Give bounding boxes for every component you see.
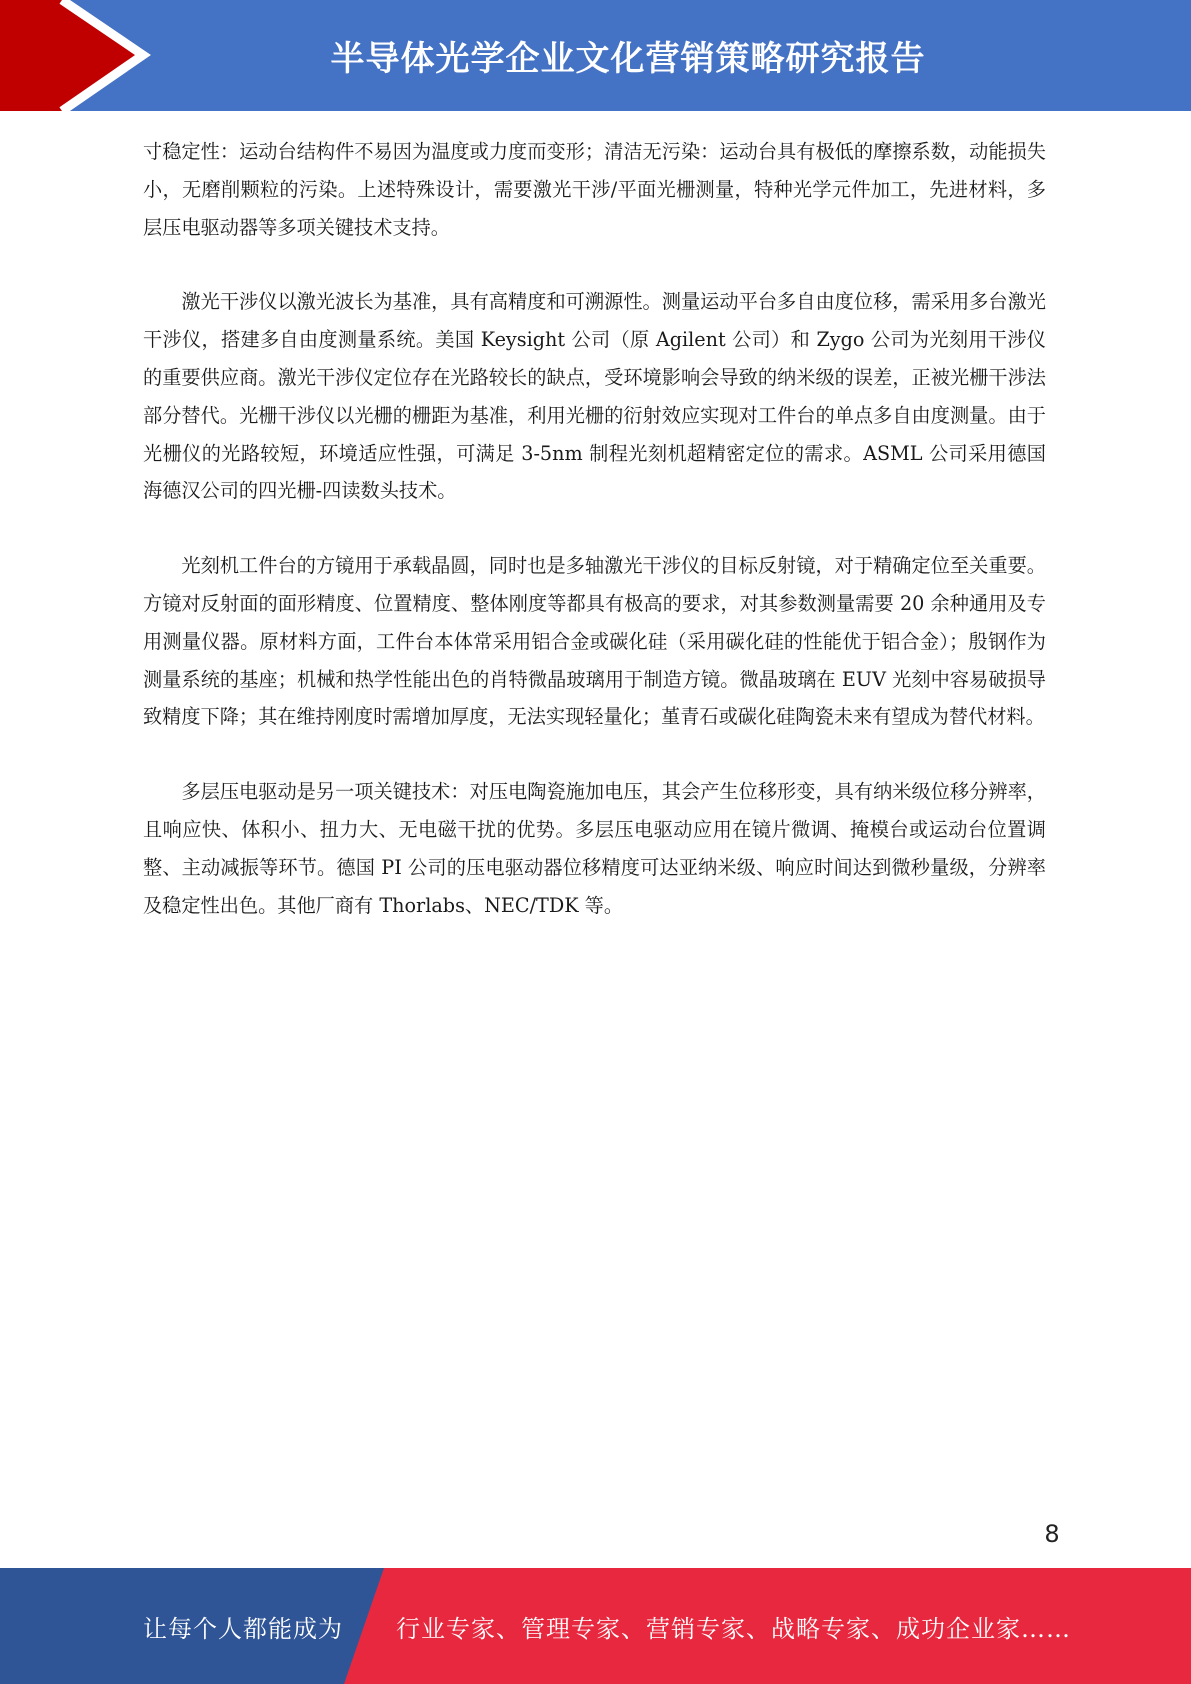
page-number: 8	[1044, 1520, 1060, 1548]
report-title: 半导体光学企业文化营销策略研究报告	[330, 39, 926, 79]
footer-slogan-right: 行业专家、管理专家、营销专家、战略专家、成功企业家……	[396, 1614, 1071, 1643]
paragraph-laser-interferometer: 激光干涉仪以激光波长为基准，具有高精度和可溯源性。测量运动平台多自由度位移，需采用多台激光干涉仪，搭建多自由度测量系统。美国 Keysight 公司（原 Agilent 公司）和 Zygo 公司为光刻用干涉仪的重要供应商。激光干涉仪定位存在光路较长的缺点，受环境影响会导致的纳米级的误差，正被光栅干涉法部分替代。光栅干涉仪以光栅的栅距为基准，利用光栅的衍射效应实现对工件台的单点多自由度测量。由于光栅仪的光路较短，环境适应性强，可满足 3-5nm 制程光刻机超精密定位的需求。ASML 公司采用德国海德汉公司的四光栅-四读数头技术。	[143, 290, 1046, 503]
paragraph-piezo-drive: 多层压电驱动是另一项关键技术：对压电陶瓷施加电压，其会产生位移形变，具有纳米级位移分辨率，且响应快、体积小、扭力大、无电磁干扰的优势。多层压电驱动应用在镜片微调、掩模台或运动台位置调整、主动减振等环节。德国 PI 公司的压电驱动器位移精度可达亚纳米级、响应时间达到微秒量级，分辨率及稳定性出色。其他厂商有 Thorlabs、NEC/TDK 等。	[143, 780, 1046, 917]
paragraph-continuation: 寸稳定性：运动台结构件不易因为温度或力度而变形；清洁无污染：运动台具有极低的摩擦系数，动能损失小，无磨削颗粒的污染。上述特殊设计，需要激光干涉/平面光栅测量，特种光学元件加工，先进材料，多层压电驱动器等多项关键技术支持。	[143, 140, 1046, 239]
body-text	[143, 133, 1046, 961]
page-header	[0, 0, 1191, 111]
header-red-arrow	[0, 0, 140, 111]
page-footer	[0, 1568, 1191, 1684]
paragraph-square-mirror: 光刻机工件台的方镜用于承载晶圆，同时也是多轴激光干涉仪的目标反射镜，对于精确定位至关重要。方镜对反射面的面形精度、位置精度、整体刚度等都具有极高的要求，对其参数测量需要 20 余种通用及专用测量仪器。原材料方面，工件台本体常采用铝合金或碳化硅（采用碳化硅的性能优于铝合金）；殷钢作为测量系统的基座；机械和热学性能出色的肖特微晶玻璃用于制造方镜。微晶玻璃在 EUV 光刻中容易破损导致精度下降；其在维持刚度时需增加厚度，无法实现轻量化；堇青石或碳化硅陶瓷未来有望成为替代材料。	[143, 554, 1046, 729]
footer-slogan-left: 让每个人都能成为	[143, 1614, 343, 1643]
